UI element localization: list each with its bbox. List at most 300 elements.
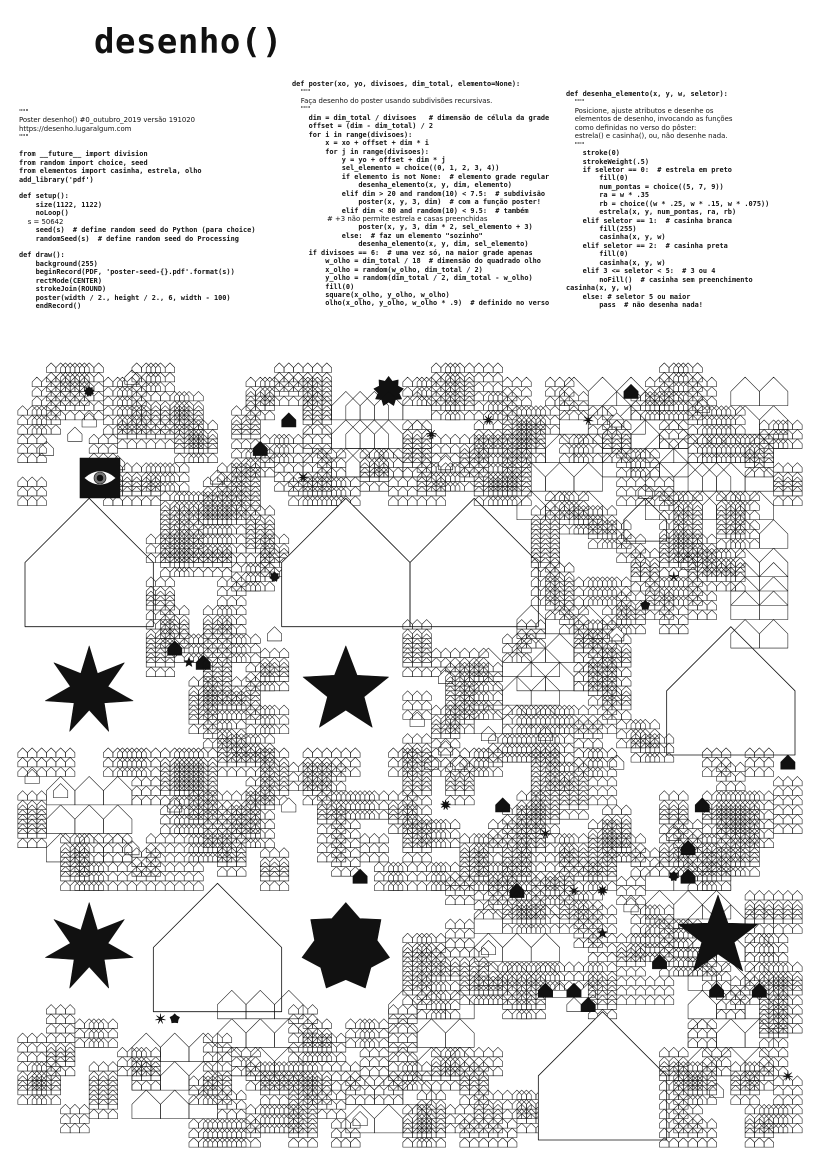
code-line: estrela(x, y, num_pontas, ra, rb) [566, 208, 737, 217]
house-icon [218, 767, 228, 777]
house-icon [218, 867, 228, 877]
house-icon [465, 895, 475, 905]
house-icon [412, 734, 422, 744]
house-icon [294, 463, 304, 473]
code-line: desenha_elemento(x, y, dim, elemento) [292, 181, 512, 190]
house-icon [317, 833, 327, 843]
house-icon [374, 881, 384, 891]
house-icon [460, 434, 470, 444]
house-icon [574, 586, 584, 596]
house-icon [160, 567, 170, 577]
house-icon [431, 648, 441, 658]
house-icon [503, 1090, 513, 1100]
house-icon [660, 420, 689, 449]
house-icon [550, 905, 560, 915]
house-icon [265, 819, 275, 829]
house-icon [160, 748, 170, 758]
house-icon [336, 467, 346, 477]
house-icon [450, 948, 460, 958]
house-icon [403, 1104, 413, 1114]
house-icon [488, 819, 498, 829]
house-icon [631, 905, 641, 915]
house-icon [279, 681, 289, 691]
house-icon [327, 1109, 337, 1119]
house-icon [431, 667, 441, 677]
house-icon [65, 1024, 75, 1034]
house-icon [56, 757, 66, 767]
house-icon [18, 1033, 28, 1043]
house-icon [294, 434, 304, 444]
house-icon [607, 406, 617, 416]
house-icon [455, 1104, 465, 1114]
house-icon [156, 667, 166, 677]
house-icon [32, 377, 42, 387]
house-icon [607, 795, 617, 805]
house-icon [531, 567, 541, 577]
house-icon [607, 924, 617, 934]
house-icon [360, 852, 370, 862]
house-icon [617, 477, 627, 487]
house-icon [664, 753, 674, 763]
code-line: elementos de desenho, invocando as funções [566, 115, 733, 124]
house-icon [417, 1009, 427, 1019]
house-icon [179, 482, 189, 492]
house-icon [37, 1043, 47, 1053]
house-icon [75, 776, 104, 805]
code-line: fill(0) [566, 174, 629, 183]
house-icon [141, 1081, 151, 1091]
house-icon [465, 919, 475, 929]
house-icon [18, 496, 28, 506]
code-line: """ [292, 88, 311, 97]
house-icon [289, 1033, 299, 1043]
house-icon [46, 1024, 56, 1034]
house-icon [56, 767, 66, 777]
house-icon [417, 862, 427, 872]
house-icon [165, 871, 175, 881]
house-icon [408, 881, 418, 891]
house-icon [598, 786, 608, 796]
code-line: casinha(x, y, w) [566, 233, 666, 242]
house-icon [27, 1043, 37, 1053]
house-icon [536, 620, 546, 630]
house-icon [103, 833, 132, 862]
house-icon [218, 586, 228, 596]
house-icon [574, 577, 584, 587]
house-icon [18, 486, 28, 496]
house-icon [151, 795, 161, 805]
house-icon [408, 496, 418, 506]
house-icon [208, 420, 218, 430]
house-icon [218, 1019, 247, 1048]
house-icon [545, 862, 555, 872]
house-icon [127, 439, 137, 449]
house-icon [246, 377, 256, 387]
house-icon [607, 748, 617, 758]
house-icon [246, 672, 256, 682]
house-icon [37, 477, 47, 487]
house-icon [636, 833, 646, 843]
house-icon [393, 467, 403, 477]
house-icon [175, 881, 185, 891]
house-icon [160, 491, 170, 501]
house-icon [603, 605, 613, 615]
house-icon [65, 410, 75, 420]
house-icon [146, 610, 156, 620]
house-icon [156, 881, 166, 891]
house-icon [222, 1052, 232, 1062]
house-icon [660, 420, 670, 430]
house-icon [289, 781, 299, 791]
house-icon [636, 486, 646, 496]
house-icon [108, 862, 118, 872]
house-icon [70, 1104, 80, 1114]
house-icon [569, 810, 579, 820]
house-icon [579, 705, 589, 715]
house-icon [441, 748, 451, 758]
house-icon [351, 1119, 361, 1129]
code-line: square(x_olho, y_olho, w_olho) [292, 290, 450, 299]
house-icon [232, 677, 242, 687]
house-icon [574, 681, 584, 691]
house-icon [313, 363, 323, 373]
house-icon [151, 767, 161, 777]
star-icon [156, 1014, 166, 1024]
house-icon [503, 643, 513, 653]
house-icon [332, 1138, 342, 1148]
house-icon [341, 1071, 351, 1081]
house-icon [645, 477, 655, 487]
house-icon [455, 1114, 465, 1124]
house-icon [422, 667, 432, 677]
house-icon [622, 586, 632, 596]
house-icon [417, 881, 427, 891]
house-icon [336, 458, 346, 468]
house-icon [617, 895, 627, 905]
house-icon [607, 724, 617, 734]
house-icon [218, 596, 228, 606]
code-line: else: # faz um elemento "sozinho" [292, 231, 483, 240]
house-icon [54, 784, 68, 798]
house-icon [32, 396, 42, 406]
house-icon [431, 410, 441, 420]
house-icon [403, 700, 413, 710]
house-icon [707, 396, 717, 406]
house-icon [441, 757, 451, 767]
house-icon [99, 1062, 109, 1072]
house-icon [431, 363, 441, 373]
code-line: y_olho = random(dim_total / 2, dim_total - w_olho) [292, 274, 533, 283]
house-icon [431, 658, 441, 668]
house-icon [679, 429, 689, 439]
house-icon [341, 1062, 351, 1072]
house-icon [593, 900, 603, 910]
house-icon [265, 582, 275, 592]
house-icon [370, 1047, 380, 1057]
house-icon [351, 819, 361, 829]
house-icon [94, 363, 104, 373]
house-icon [237, 553, 247, 563]
house-icon [617, 496, 627, 506]
house-icon [284, 472, 294, 482]
house-icon [408, 862, 418, 872]
house-icon [655, 995, 665, 1005]
house-icon [417, 496, 427, 506]
house-icon [37, 496, 47, 506]
house-icon [460, 948, 470, 958]
house-icon [474, 410, 484, 420]
house-icon [555, 377, 565, 387]
house-icon [103, 396, 113, 406]
house-icon [484, 1057, 494, 1067]
house-icon [103, 387, 113, 397]
house-icon [27, 453, 37, 463]
house-icon [303, 748, 313, 758]
house-icon [103, 406, 113, 416]
house-icon [617, 995, 627, 1005]
house-icon [398, 1024, 408, 1034]
house-icon [336, 1090, 346, 1100]
star-icon [303, 646, 389, 727]
house-icon [61, 1104, 71, 1114]
code-line: noFill() # casinha sem preenchimento [566, 275, 753, 284]
house-icon [493, 1066, 503, 1076]
house-icon [89, 434, 99, 444]
star-icon [302, 903, 390, 988]
house-icon [503, 1100, 513, 1110]
house-icon [655, 986, 665, 996]
house-icon [18, 1043, 28, 1053]
house-icon [160, 1090, 189, 1119]
code-line: add_library('pdf') [19, 175, 94, 184]
house-icon [688, 444, 698, 454]
code-line: """ [19, 108, 29, 116]
house-icon [650, 448, 660, 458]
house-icon [574, 962, 584, 972]
house-icon [203, 1043, 213, 1053]
house-icon [322, 363, 332, 373]
house-icon [398, 1033, 408, 1043]
house-icon [603, 805, 613, 815]
house-icon [165, 852, 175, 862]
house-icon [465, 1114, 475, 1124]
house-icon [636, 995, 646, 1005]
house-icon [465, 928, 475, 938]
house-icon [46, 757, 56, 767]
house-icon [431, 757, 441, 767]
house-icon [374, 1095, 384, 1105]
house-icon [474, 382, 484, 392]
house-icon [237, 867, 247, 877]
house-icon [574, 757, 584, 767]
code-line: offset = (dim - dim_total) / 2 [292, 122, 434, 131]
house-icon [498, 1138, 508, 1148]
house-icon [379, 810, 389, 820]
house-icon [284, 363, 294, 373]
house-icon [389, 486, 399, 496]
house-icon [598, 952, 608, 962]
code-line: """ [19, 133, 29, 142]
house-icon [617, 986, 627, 996]
house-icon [246, 990, 275, 1019]
house-icon [370, 1066, 380, 1076]
house-icon [379, 1038, 389, 1048]
house-icon [526, 1123, 536, 1133]
house-icon [474, 496, 484, 506]
house-icon [332, 867, 342, 877]
code-line: casinha(x, y, w) [566, 284, 633, 293]
house-icon [455, 795, 465, 805]
house-icon [151, 391, 161, 401]
house-icon [179, 463, 189, 473]
house-icon [560, 453, 570, 463]
house-icon [108, 881, 118, 891]
house-icon [237, 605, 247, 615]
house-icon [194, 391, 204, 401]
code-line: """ [566, 98, 585, 107]
house-icon [450, 748, 460, 758]
code-line: background(255) [19, 259, 98, 268]
house-icon [412, 700, 422, 710]
house-icon [322, 1062, 332, 1072]
house-icon [227, 767, 237, 777]
house-icon [222, 1062, 232, 1072]
house-icon [631, 914, 641, 924]
house-icon [132, 786, 142, 796]
house-icon [617, 967, 627, 977]
code-line: def poster(xo, yo, divisoes, dim_total, elemento=None): [292, 80, 521, 88]
house-icon [151, 786, 161, 796]
house-icon [279, 1095, 289, 1105]
house-icon [679, 420, 689, 430]
house-icon [218, 472, 228, 482]
house-icon [103, 415, 113, 425]
house-icon [275, 990, 304, 1019]
house-icon [227, 596, 237, 606]
house-icon [232, 1066, 242, 1076]
house-icon [398, 496, 408, 506]
house-icon [165, 382, 175, 392]
house-icon [460, 1138, 470, 1148]
house-icon [27, 434, 37, 444]
house-icon [251, 653, 261, 663]
house-icon [622, 677, 632, 687]
house-icon [260, 434, 270, 444]
house-icon [474, 401, 484, 411]
house-icon [246, 1081, 256, 1091]
house-icon [265, 505, 275, 515]
house-icon [650, 867, 660, 877]
house-icon [313, 434, 323, 444]
house-icon [317, 1109, 327, 1119]
house-icon [146, 553, 156, 563]
house-icon [132, 795, 142, 805]
house-icon [89, 444, 99, 454]
house-icon [175, 852, 185, 862]
house-icon [607, 914, 617, 924]
house-icon [270, 648, 280, 658]
house-icon [679, 439, 689, 449]
house-icon [108, 871, 118, 881]
house-icon [536, 871, 546, 881]
code-line: elif dim < 80 and random(10) < 9.5: # também [292, 206, 529, 215]
house-icon [194, 881, 204, 891]
house-icon [246, 776, 256, 786]
house-icon [474, 900, 484, 910]
house-icon [545, 387, 555, 397]
code-line: if seletor == 0: # estrela em preto [566, 165, 732, 174]
house-icon [351, 848, 361, 858]
code-line: poster(x, y, 3, dim * 2, sel_elemento + 3) [292, 223, 533, 232]
house-icon [184, 862, 194, 872]
house-icon [408, 1033, 418, 1043]
house-icon [27, 757, 37, 767]
house-icon [626, 496, 636, 506]
house-icon [18, 425, 28, 435]
house-icon [27, 444, 37, 454]
house-icon [441, 658, 451, 668]
house-icon [545, 377, 555, 387]
house-icon [351, 767, 361, 777]
house-icon [408, 1005, 418, 1015]
house-icon [122, 463, 132, 473]
house-icon [522, 496, 532, 506]
house-icon [631, 582, 641, 592]
house-icon [294, 372, 304, 382]
house-icon [346, 1019, 356, 1029]
house-icon [641, 867, 651, 877]
house-icon [622, 520, 632, 530]
house-icon [332, 748, 342, 758]
house-icon [617, 729, 627, 739]
house-icon [108, 1019, 118, 1029]
house-icon [56, 748, 66, 758]
house-icon [422, 620, 432, 630]
house-icon [564, 971, 574, 981]
house-icon [574, 971, 584, 981]
house-icon [645, 986, 655, 996]
house-icon [564, 563, 574, 573]
house-icon [574, 653, 584, 663]
house-icon [103, 805, 132, 834]
house-icon [165, 372, 175, 382]
house-icon [560, 624, 570, 634]
house-icon [455, 919, 465, 929]
house-icon [351, 757, 361, 767]
house-icon [617, 467, 627, 477]
house-icon [260, 881, 270, 891]
house-icon [450, 819, 460, 829]
house-icon [408, 477, 418, 487]
house-icon [132, 496, 142, 506]
house-icon [332, 1071, 342, 1081]
house-icon [222, 791, 232, 801]
house-icon [317, 843, 327, 853]
house-icon [282, 498, 410, 626]
house-icon [412, 420, 422, 430]
code-line: poster(width / 2., height / 2., 6, width - 100) [19, 293, 231, 302]
house-icon [531, 586, 541, 596]
code-line: """ [566, 140, 585, 149]
house-icon [650, 719, 660, 729]
house-icon [669, 429, 679, 439]
house-icon [422, 805, 432, 815]
house-icon [160, 824, 170, 834]
house-icon [450, 1081, 460, 1091]
house-icon [389, 767, 399, 777]
house-icon [422, 710, 432, 720]
house-icon [588, 406, 598, 416]
